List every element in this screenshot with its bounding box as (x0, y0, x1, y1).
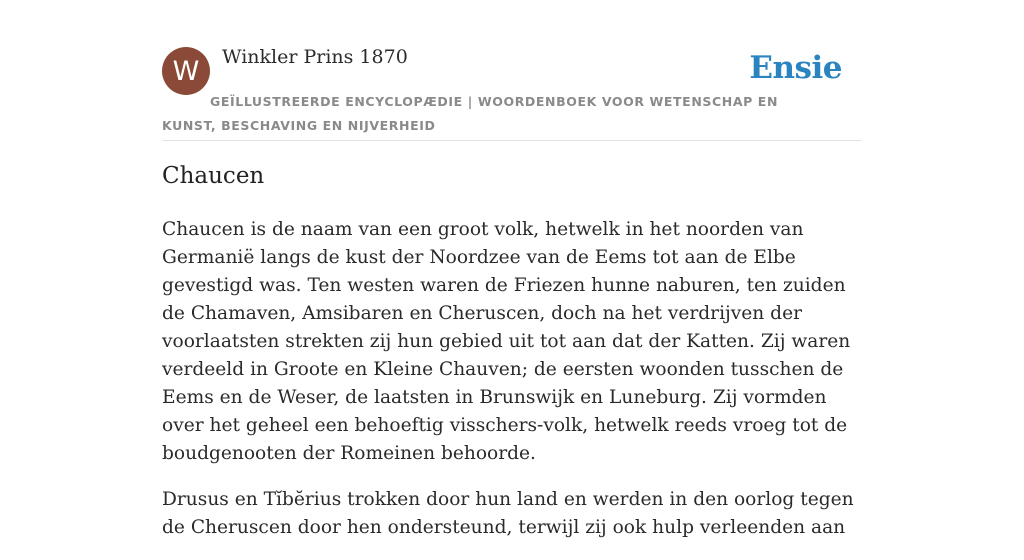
avatar[interactable] (162, 47, 210, 95)
source-title-link[interactable]: Winkler Prins 1870 (222, 46, 408, 68)
source-subtitle: GEÏLLUSTREERDE ENCYCLOPÆDIE | WOORDENBOEK VOOR WETENSCHAP EN KUNST, BESCHAVING EN NIJVERHEID (162, 94, 779, 133)
page-container (162, 0, 862, 538)
article-body (162, 216, 866, 560)
article-paragraph: Drusus en Tĭbĕrius trokken door hun land en werden in den oorlog tegen de Cheruscen door hen ondersteund, terwijl zij ook hulp verleenden aan (162, 489, 854, 538)
article-title: Chaucen (162, 163, 265, 189)
article-paragraph: Chaucen is de naam van een groot volk, hetwelk in het noorden van Germanië langs de kust der Noordzee van de Eems tot aan de Elbe gevestigd was. Ten westen waren de Friezen hunne naburen, ten zuiden de Chamaven, Amsibaren en Cheruscen, doch na het verdrijven der voorlaatsten strekten zij hun gebied uit tot aan dat der Katten. Zij waren verdeeld in Groote en Kleine Chauven; de eersten woonden tusschen de Eems en de Weser, de laatsten in Brunswijk en Luneburg. Zij vormden over het geheel een behoeftig visschers-volk, hetwelk reeds vroeg tot de boudgenooten der Romeinen behoorde. (162, 219, 851, 464)
avatar-letter: W (172, 55, 200, 87)
source-header (162, 0, 862, 141)
ensie-logo[interactable]: Ensie (749, 50, 842, 86)
